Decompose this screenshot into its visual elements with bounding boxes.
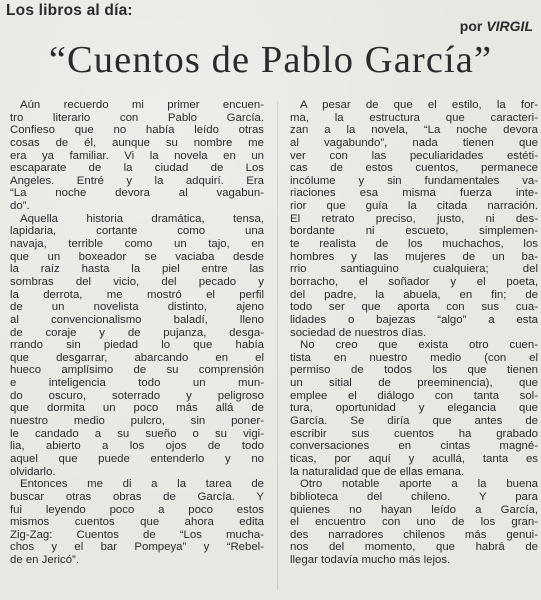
article-column-right [290, 99, 538, 567]
article-text-line: navaja, terrible como un tajo, en [10, 238, 264, 251]
article-text-line: de coraje y de pujanza, desga- [10, 326, 264, 339]
article-text-line: zan a la novela, “La noche devora [290, 124, 538, 137]
article-text-line: nos del momento, que habrá de [290, 541, 538, 554]
article-text-line: Confieso que no había leído otras [10, 124, 264, 137]
article-text-line: del padre, la abuela, en fin; de [290, 288, 538, 301]
article-text-line: rrando sin piedad lo que había [10, 339, 264, 352]
article-text-line: mismos cuentos que ahora edita [10, 516, 264, 529]
article-text-line: bordante ni escueto, simplemen- [290, 225, 538, 238]
article-text-line: fui leyendo poco a poco estos [10, 503, 264, 516]
article-text-line: quienes no hayan leído a García, [290, 503, 538, 516]
article-title: “Cuentos de Pablo García” [48, 39, 493, 81]
article-text-line: olvidarlo. [10, 465, 56, 478]
article-text-line: hueco amplísimo de su comprensión [10, 364, 264, 377]
article-text-line: Aquella historia dramática, tensa, [20, 212, 264, 225]
article-text-line: des narradores chilenos más genui- [290, 528, 538, 541]
article-text-line: Zig-Zag: Cuentos de “Los mucha- [10, 528, 264, 541]
article-text-line: ver con las peculiaridades estéti- [290, 149, 538, 162]
article-text-line: riaciones esa misma fuerza inte- [290, 187, 538, 200]
article-text-line: te realista de los muchachos, los [290, 238, 538, 251]
article-text-line: biblioteca del chileno. Y para [290, 490, 538, 503]
article-text-line: todo ser que aporta con sus cua- [290, 301, 538, 314]
section-label: Los libros al día: [6, 2, 133, 19]
article-text-line: la naturalidad que de ellas emana. [290, 465, 465, 478]
article-text-line: Angeles. Entré y la adquirí. Era [10, 174, 264, 187]
article-text-line: lidades o bajezas “algo” a esta [290, 313, 538, 326]
article-text-line: rrio santiaguino cualquiera; del [290, 263, 538, 276]
article-text-line: escaparate de la ciudad de Los [10, 162, 264, 175]
article-text-line: García. Se diría que antes de [290, 415, 538, 428]
article-text-line: el encuentro con uno de los gran- [290, 516, 538, 529]
article-text-line: sombras del vicio, del pecado y [10, 275, 264, 288]
article-text-line: Aún recuerdo mi primer encuen- [20, 99, 264, 111]
article-text-line: Otro notable aporte a la buena [300, 478, 538, 491]
article-text-line: chos y el bar Pompeya” y “Rebel- [10, 541, 264, 554]
article-text-line: A pesar de que el estilo, la for- [300, 99, 538, 111]
article-text-line: lapidaria, cortante como una [10, 225, 264, 238]
article-text-line: que dormita un poco más allá de [10, 402, 264, 415]
article-text-line: la raíz hasta la piel entre las [10, 263, 264, 276]
article-text-line: al vagabundo”, nada tienen que [290, 136, 538, 149]
article-text-line: ma, la estructura que caracteri- [290, 111, 538, 124]
byline-author: VIRGIL [486, 18, 533, 34]
article-text-line: do oscuro, soterrado y peligroso [10, 389, 264, 402]
byline-prefix: por [459, 18, 483, 34]
article-text-line: buscar otras obras de García. Y [10, 490, 264, 503]
article-text-line: e inteligencia todo un mun- [10, 377, 264, 390]
article-text-line: El retrato preciso, justo, ni des- [290, 212, 538, 225]
byline [460, 18, 533, 34]
article-text-line: tista en nuestro medio (con el [290, 351, 538, 364]
article-text-line: Entonces me di a la tarea de [20, 478, 264, 491]
article-text-line: tura, oportunidad y elegancia que [290, 402, 538, 415]
article-text-line: cas de estos cuentos, permanece [290, 162, 538, 175]
article-text-line: cosas de él, aunque su nombre me [10, 136, 264, 149]
article-text-line: al convencionalismo baladí, lleno [10, 313, 264, 326]
article-text-line: escribir sus cuentos ha grabado [290, 427, 538, 440]
article-text-line: rior que guía la citada narración. [290, 200, 538, 213]
article-text-line: la derrota, me mostró el perfil [10, 288, 264, 301]
article-text-line: do”. [10, 200, 30, 213]
article-text-line: de un novelista distinto, ajeno [10, 301, 264, 314]
article-text-line: No creo que exista otro cuen- [300, 339, 538, 352]
article-text-line: incólume y sin fundamentales va- [290, 174, 538, 187]
article-text-line: de en Jericó”. [10, 554, 80, 567]
article-text-line: sociedad de nuestros días. [290, 326, 427, 339]
article-text-line: “La noche devora al vagabun- [10, 187, 264, 200]
article-text-line: tro literario con Pablo García. [10, 111, 264, 124]
article-text-line: conversaciones en cintas magné- [290, 440, 538, 453]
article-text-line: borracho, el soñador y el poeta, [290, 275, 538, 288]
article-text-line: era ya familiar. Vi la novela en un [10, 149, 264, 162]
article-text-line: permiso de todos los que tienen [290, 364, 538, 377]
article-column-left [10, 99, 264, 567]
article-text-line: emplee el diálogo con tanta sol- [290, 389, 538, 402]
article-text-line: un sitial de preeminencia), que [290, 377, 538, 390]
article-text-line: que desgarrar, abarcando en el [10, 351, 264, 364]
article-text-line: aquel que puede entenderlo y no [10, 452, 264, 465]
article-text-line: que un boxeador se vaciaba desde [10, 250, 264, 263]
article-text-line: nuestro medio pulcro, sin poner- [10, 415, 264, 428]
article-text-line: hombres y las mujeres de un ba- [290, 250, 538, 263]
column-divider [277, 102, 278, 590]
article-text-line: lia, abierto a los ojos de todo [10, 440, 264, 453]
article-text-line: ticas, por aquí y acullá, tanta es [290, 452, 538, 465]
article-text-line: le candado a su sueño o su vigi- [10, 427, 264, 440]
article-text-line: llegar todavía mucho más lejos. [290, 554, 451, 567]
